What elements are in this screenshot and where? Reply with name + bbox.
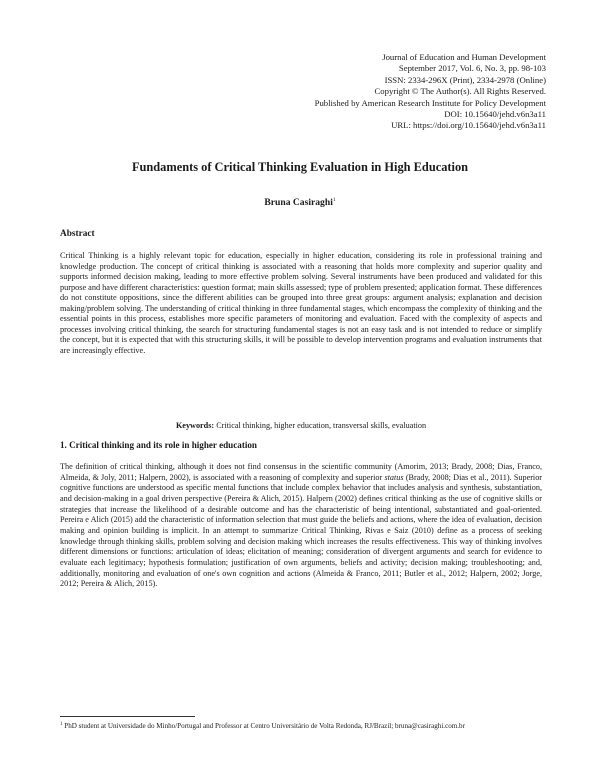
journal-publisher: Published by American Research Institute for Policy Development	[314, 97, 546, 108]
journal-issue: September 2017, Vol. 6, No. 3, pp. 98-103	[398, 63, 546, 74]
paper-author	[40, 197, 560, 208]
footnote-mark: 1	[60, 722, 63, 727]
keywords-list: Critical thinking, higher education, transversal skills, evaluation	[216, 421, 427, 430]
journal-url[interactable]: URL: https://doi.org/10.15640/jehd.v6n3a11	[391, 120, 546, 131]
abstract-text: Critical Thinking is a highly relevant topic for education, especially in higher education, considering its role in professional training and knowledge production. The concept of critical thinking is associated with a reasoning that holds more complexity and superior quality and supports informed decision making, leading to more effective problem solving. Several instruments have been produced and validated for this purpose and have different characteristics: question format; main skills assessed; type of problem presented; application format. These differences do not constitute oppositions, since the different abilities can be grouped into three great groups: argument analysis; explanation and decision making/problem solving. The understanding of critical thinking in three fundamental stages, which encompass the complexity of thinking and the essential points in this process, establishes more specific parameters of monitoring and evaluation. Faced with the complexity of aspects and processes involving critical thinking, the search for structuring fundamental stages is not an easy task and is not intended to reduce or simplify the concept, but it is expected that with this structuring skills, it will be possible to develop intervention programs and evaluation instruments that are increasingly effective.	[60, 251, 543, 355]
author-footnote-mark[interactable]: 1	[332, 197, 336, 203]
journal-name: Journal of Education and Human Development	[382, 52, 546, 62]
journal-header	[166, 52, 546, 132]
paper-title: Fundaments of Critical Thinking Evaluation in High Education	[131, 160, 469, 174]
status-word: status	[384, 472, 404, 482]
keywords	[60, 421, 542, 430]
paragraph-part-a: The definition of critical thinking, although it does not find consensus in the scientific community (Amorim, 2013; Brady, 2008; Dias, Franco, Almeida, & Joly, 2011; Halpern, 2002), is associated with a reasoning of complexity and superior	[60, 462, 542, 482]
journal-copyright: Copyright © The Author(s). All Rights Reserved.	[374, 86, 546, 97]
journal-doi[interactable]: DOI: 10.15640/jehd.v6n3a11	[444, 109, 546, 120]
footnote-divider	[60, 716, 195, 717]
section-1-paragraph	[60, 462, 542, 590]
keywords-label: Keywords:	[175, 421, 215, 430]
paragraph-part-b: (Brady, 2008; Dias et al., 2011). Superior cognitive functions are understood as specific mental functions that include complex behavior that includes analysis and synthesis, substantiation, and decision-making in a goal driven perspective (Pereira & Alich, 2015). Halpern (2002) defines critical thinking as the use of cognitive skills or strategies that increase the likelihood of a desirable outcome and has the characteristic of being intentional, substantiated and goal-oriented. Pereira e Alich (2015) add the characteristic of information selection that must guide the beliefs and actions, where the idea of evaluation, decision making and opinion building is implicit. In an attempt to summarize Critical Thinking, Rivas e Saiz (2010) define as a process of seeking knowledge through thinking skills, problem solving and decision making which increases the results effectiveness. This way of thinking involves different dimensions or functions: articulation of ideas; elicitation of meaning; consideration of divergent arguments and search for evidence to evaluate each legitimacy; hypothesis formulation; justification of own arguments, beliefs and activity; decision making; troubleshooting; and, additionally, monitoring and evaluation of one's own cognition and actions (Almeida & Franco, 2011; Butler et al., 2012; Halpern, 2002; Jorge, 2012; Pereira & Alich, 2015).	[60, 472, 543, 589]
abstract-heading: Abstract	[60, 229, 95, 239]
author-name: Bruna Casiraghi	[264, 197, 333, 208]
footnote	[60, 720, 542, 732]
footnote-text: PhD student at Universidade do Minho/Portugal and Professor at Centro Universitário de Volta Redonda, RJ/Brazil; bruna@casiraghi.com.br	[64, 722, 465, 730]
journal-issn: ISSN: 2334-296X (Print), 2334-2978 (Online)	[384, 74, 546, 85]
section-1-heading: 1. Critical thinking and its role in higher education	[60, 440, 257, 450]
